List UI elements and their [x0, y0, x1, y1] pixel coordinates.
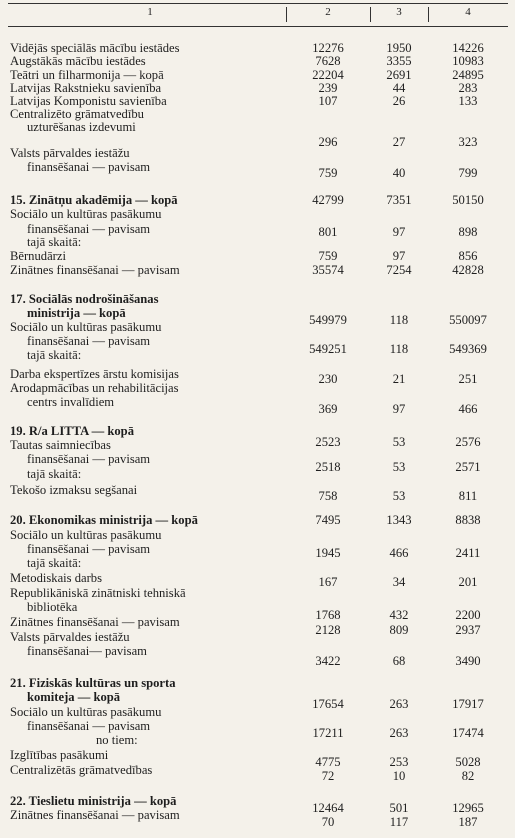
row-label: Sociālo un kultūras pasākumu	[10, 528, 162, 542]
cell-col-4: 2937	[455, 623, 481, 637]
cell-col-2: 2128	[315, 623, 341, 637]
cell-col-4: 2200	[455, 608, 481, 622]
section-title: 22. Tieslietu ministrija — kopā	[10, 794, 177, 808]
table-row	[0, 250, 515, 263]
cell-col-2: 759	[318, 249, 338, 263]
cell-col-4: 82	[461, 769, 475, 783]
row-label: Darba ekspertīzes ārstu komisijas	[10, 367, 179, 381]
row-label: uzturēšanas izdevumi	[27, 120, 136, 134]
row-label: finansēšanai — pavisam	[27, 542, 151, 556]
cell-col-4: 856	[458, 249, 478, 263]
row-label: Valsts pārvaldes iestāžu	[10, 146, 130, 160]
cell-col-2: 7495	[315, 513, 341, 527]
row-label: finansēšanai — pavisam	[27, 160, 151, 174]
cell-col-4: 466	[458, 402, 478, 416]
cell-col-4: 133	[458, 94, 478, 108]
cell-col-2: 2523	[315, 435, 341, 449]
section-title-row	[0, 194, 515, 207]
cell-col-3: 53	[392, 460, 406, 474]
cell-col-2: 22204	[312, 68, 344, 82]
section-title-row	[0, 293, 515, 306]
table-row	[0, 236, 515, 249]
cell-col-3: 7254	[386, 263, 412, 277]
cell-col-2: 758	[318, 489, 338, 503]
cell-col-3: 40	[392, 166, 406, 180]
table-row	[0, 468, 515, 481]
table-row	[0, 490, 515, 503]
cell-col-3: 253	[389, 755, 409, 769]
section-title: ministrija — kopā	[27, 306, 126, 320]
row-label: tajā skaitā:	[27, 348, 82, 362]
cell-col-4: 283	[458, 81, 478, 95]
row-label: Valsts pārvaldes iestāžu	[10, 630, 130, 644]
row-label: Arodapmācības un rehabilitācijas	[10, 381, 179, 395]
cell-col-3: 263	[389, 726, 409, 740]
cell-col-4: 550097	[449, 313, 487, 327]
row-label: Izglītības pasākumi	[10, 748, 109, 762]
cell-col-3: 97	[392, 249, 406, 263]
cell-col-4: 17917	[452, 697, 484, 711]
header-col-4: 4	[465, 6, 471, 18]
row-label: finansēšanai — pavisam	[27, 222, 151, 236]
section-title: 21. Fiziskās kultūras un sporta	[10, 676, 176, 690]
cell-col-3: 809	[389, 623, 409, 637]
cell-col-2: 759	[318, 166, 338, 180]
row-label: Sociālo un kultūras pasākumu	[10, 320, 162, 334]
cell-col-3: 7351	[386, 193, 412, 207]
cell-col-4: 2576	[455, 435, 481, 449]
table-row	[0, 557, 515, 570]
row-label: Augstākās mācību iestādes	[10, 54, 146, 68]
cell-col-3: 501	[389, 801, 409, 815]
row-label: Tautas saimniecības	[10, 438, 111, 452]
cell-col-3: 68	[392, 654, 406, 668]
header-col-2: 2	[325, 6, 331, 18]
cell-col-2: 2518	[315, 460, 341, 474]
cell-col-2: 296	[318, 135, 338, 149]
row-label: Sociālo un kultūras pasākumu	[10, 705, 162, 719]
section-title: 19. R/a LITTA — kopā	[10, 424, 134, 438]
cell-col-3: 263	[389, 697, 409, 711]
row-label: Metodiskais darbs	[10, 571, 102, 585]
row-label: Bērnudārzi	[10, 249, 66, 263]
header-col-1: 1	[147, 6, 153, 18]
cell-col-4: 2411	[455, 546, 481, 560]
row-label: finansēšanai — pavisam	[27, 334, 151, 348]
cell-col-2: 107	[318, 94, 338, 108]
table-row	[0, 208, 515, 221]
row-label: Centralizētās grāmatvedības	[10, 763, 153, 777]
row-label: Republikāniskā zinātniski tehniskā	[10, 586, 186, 600]
section-title: 20. Ekonomikas ministrija — kopā	[10, 513, 198, 527]
row-label: Zinātnes finansēšanai — pavisam	[10, 615, 180, 629]
row-label: Teātri un filharmonija — kopā	[10, 68, 164, 82]
table-row	[0, 631, 515, 644]
cell-col-2: 12464	[312, 801, 344, 815]
cell-col-3: 97	[392, 225, 406, 239]
section-title-row	[0, 677, 515, 690]
row-label: tajā skaitā:	[27, 467, 82, 481]
table-row	[0, 121, 515, 134]
table-row	[0, 167, 515, 180]
cell-col-2: 369	[318, 402, 338, 416]
cell-col-2: 72	[321, 769, 335, 783]
section-title: 17. Sociālās nodrošināšanas	[10, 292, 159, 306]
cell-col-4: 50150	[452, 193, 484, 207]
row-label: Centralizēto grāmatvedību	[10, 107, 144, 121]
cell-col-4: 5028	[455, 755, 481, 769]
cell-col-4: 17474	[452, 726, 484, 740]
row-label: no tiem:	[96, 733, 138, 747]
cell-col-2: 1945	[315, 546, 341, 560]
cell-col-4: 42828	[452, 263, 484, 277]
cell-col-2: 167	[318, 575, 338, 589]
cell-col-4: 323	[458, 135, 478, 149]
cell-col-3: 118	[389, 313, 409, 327]
cell-col-3: 34	[392, 575, 406, 589]
row-label: finansēšanai — pavisam	[27, 452, 151, 466]
table-row	[0, 734, 515, 747]
row-label: finansēšanai— pavisam	[27, 644, 147, 658]
cell-col-2: 12276	[312, 41, 344, 55]
row-label: tajā skaitā:	[27, 556, 82, 570]
section-title: 15. Zinātņu akadēmija — kopā	[10, 193, 178, 207]
cell-col-4: 898	[458, 225, 478, 239]
cell-col-3: 432	[389, 608, 409, 622]
header-bottom-rule	[8, 26, 508, 27]
cell-col-2: 35574	[312, 263, 344, 277]
cell-col-3: 10	[392, 769, 406, 783]
cell-col-3: 466	[389, 546, 409, 560]
table-row	[0, 382, 515, 395]
header-top-rule	[8, 3, 508, 4]
cell-col-3: 53	[392, 489, 406, 503]
cell-col-3: 27	[392, 135, 406, 149]
table-row	[0, 816, 515, 829]
cell-col-3: 118	[389, 342, 409, 356]
cell-col-2: 17654	[312, 697, 344, 711]
cell-col-3: 1950	[386, 41, 412, 55]
row-label: tajā skaitā:	[27, 235, 82, 249]
cell-col-2: 549251	[309, 342, 347, 356]
cell-col-4: 811	[458, 489, 478, 503]
table-row	[0, 655, 515, 668]
cell-col-3: 21	[392, 372, 406, 386]
cell-col-2: 70	[321, 815, 335, 829]
cell-col-4: 12965	[452, 801, 484, 815]
cell-col-4: 187	[458, 815, 478, 829]
table-row	[0, 770, 515, 783]
table-row	[0, 147, 515, 160]
header-col-3: 3	[396, 6, 402, 18]
section-title: komiteja — kopā	[27, 690, 121, 704]
cell-col-4: 799	[458, 166, 478, 180]
cell-col-2: 549979	[309, 313, 347, 327]
section-title-row	[0, 514, 515, 527]
cell-col-3: 117	[389, 815, 409, 829]
table-row	[0, 403, 515, 416]
table-row	[0, 55, 515, 68]
cell-col-4: 549369	[449, 342, 487, 356]
cell-col-4: 2571	[455, 460, 481, 474]
cell-col-2: 239	[318, 81, 338, 95]
cell-col-2: 3422	[315, 654, 341, 668]
row-label: Tekošo izmaksu segšanai	[10, 483, 138, 497]
cell-col-2: 17211	[312, 726, 344, 740]
cell-col-3: 2691	[386, 68, 412, 82]
row-label: Zinātnes finansēšanai — pavisam	[10, 808, 180, 822]
cell-col-3: 1343	[386, 513, 412, 527]
row-label: bibliotēka	[27, 600, 78, 614]
cell-col-4: 14226	[452, 41, 484, 55]
cell-col-4: 3490	[455, 654, 481, 668]
cell-col-4: 10983	[452, 54, 484, 68]
row-label: Sociālo un kultūras pasākumu	[10, 207, 162, 221]
table-row	[0, 587, 515, 600]
row-label: Latvijas Komponistu savienība	[10, 94, 167, 108]
cell-col-4: 251	[458, 372, 478, 386]
cell-col-2: 1768	[315, 608, 341, 622]
cell-col-3: 26	[392, 94, 406, 108]
cell-col-3: 44	[392, 81, 406, 95]
cell-col-2: 801	[318, 225, 338, 239]
cell-col-4: 24895	[452, 68, 484, 82]
table-row	[0, 349, 515, 362]
cell-col-3: 97	[392, 402, 406, 416]
table-row	[0, 321, 515, 334]
cell-col-2: 42799	[312, 193, 344, 207]
row-label: centrs invalīdiem	[27, 395, 115, 409]
row-label: Zinātnes finansēšanai — pavisam	[10, 263, 180, 277]
cell-col-2: 4775	[315, 755, 341, 769]
table-row	[0, 529, 515, 542]
cell-col-2: 7628	[315, 54, 341, 68]
cell-col-4: 8838	[455, 513, 481, 527]
cell-col-4: 201	[458, 575, 478, 589]
table-row	[0, 439, 515, 452]
row-label: Latvijas Rakstnieku savienība	[10, 81, 162, 95]
table-row	[0, 264, 515, 277]
cell-col-3: 53	[392, 435, 406, 449]
row-label: finansēšanai — pavisam	[27, 719, 151, 733]
table-row	[0, 706, 515, 719]
cell-col-3: 3355	[386, 54, 412, 68]
cell-col-2: 230	[318, 372, 338, 386]
row-label: Vidējās speciālās mācību iestādes	[10, 41, 180, 55]
